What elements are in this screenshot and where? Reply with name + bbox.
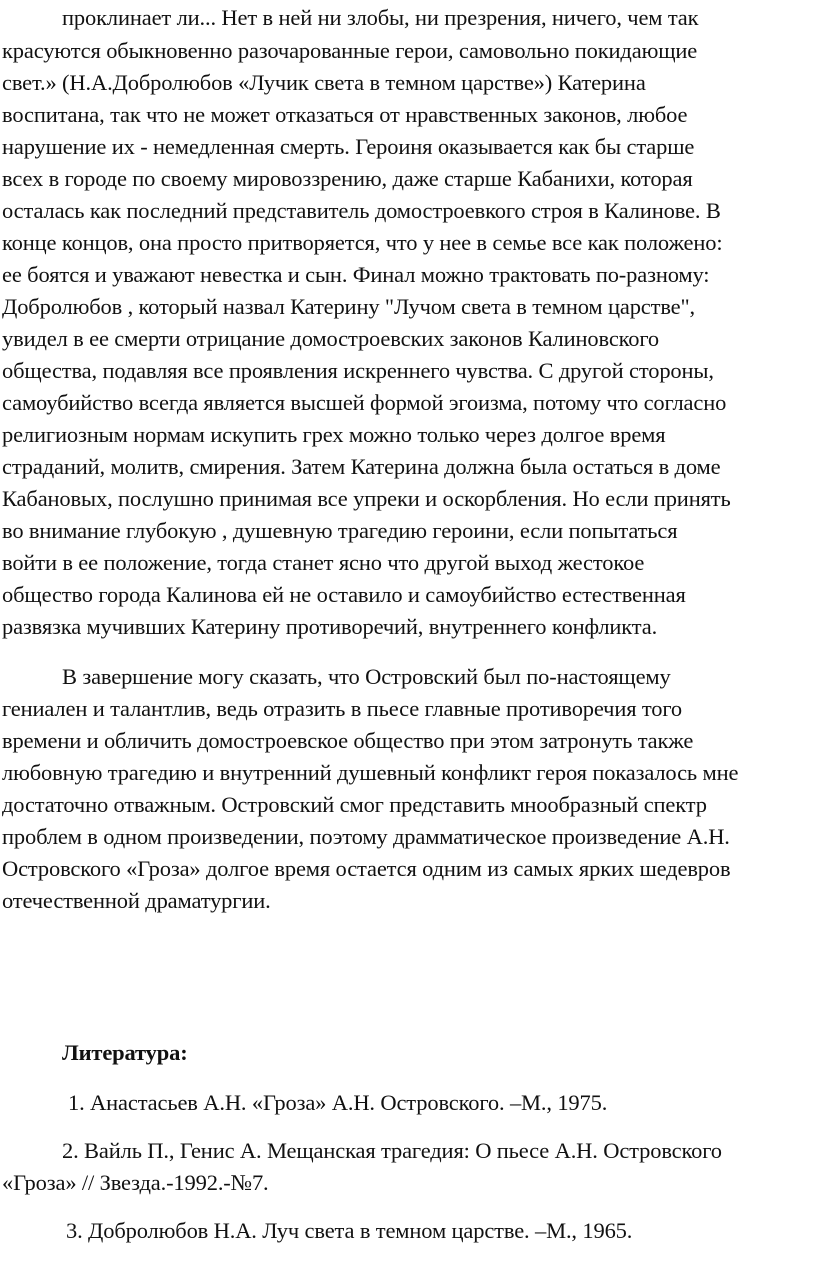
paragraph-line: Островского «Гроза» долгое время остается одним из самых ярких шедевров: [2, 856, 731, 881]
paragraph-line: религиозным нормам искупить грех можно только через долгое время: [2, 422, 666, 447]
paragraph-line: самоубийство всегда является высшей формой эгоизма, потому что согласно: [2, 390, 727, 415]
paragraph-line: гениален и талантлив, ведь отразить в пьесе главные противоречия того: [2, 696, 683, 721]
paragraph-line: войти в ее положение, тогда станет ясно что другой выход жестокое: [2, 550, 645, 575]
paragraph-line: Кабановых, послушно принимая все упреки и оскорбления. Но если принять: [2, 486, 731, 511]
reference-item: 1. Анастасьев А.Н. «Гроза» А.Н. Островского. –М., 1975.: [68, 1090, 608, 1115]
paragraph-line: общество города Калинова ей не оставило и самоубийство естественная: [2, 582, 686, 607]
paragraph-line: развязка мучивших Катерину противоречий, внутреннего конфликта.: [2, 614, 658, 639]
paragraph-line: во внимание глубокую , душевную трагедию героини, если попытаться: [2, 518, 678, 543]
paragraph-line: ее боятся и уважают невестка и сын. Финал можно трактовать по-разному:: [2, 262, 710, 287]
paragraph-line: времени и обличить домостроевское общество при этом затронуть также: [2, 728, 694, 753]
paragraph-line: воспитана, так что не может отказаться от нравственных законов, любое: [2, 102, 688, 127]
paragraph-line: отечественной драматургии.: [2, 888, 271, 913]
reference-item: 3. Добролюбов Н.А. Луч света в темном царстве. –М., 1965.: [66, 1218, 633, 1243]
paragraph-line: В завершение могу сказать, что Островский был по-настоящему: [62, 664, 671, 689]
paragraph-line: страданий, молитв, смирения. Затем Катерина должна была остаться в доме: [2, 454, 721, 479]
paragraph-line: любовную трагедию и внутренний душевный конфликт героя показалось мне: [2, 760, 739, 785]
reference-item-continuation: «Гроза» // Звезда.-1992.-№7.: [2, 1170, 269, 1195]
paragraph-line: красуются обыкновенно разочарованные герои, самовольно покидающие: [2, 38, 698, 63]
references-heading: Литература:: [62, 1040, 188, 1065]
paragraph-line: Добролюбов , который назвал Катерину "Лучом света в темном царстве",: [2, 294, 696, 319]
paragraph-line: осталась как последний представитель домостроевкого строя в Калинове. В: [2, 198, 721, 223]
paragraph-line: свет.» (Н.А.Добролюбов «Лучик света в темном царстве») Катерина: [2, 70, 646, 95]
reference-item: 2. Вайль П., Генис А. Мещанская трагедия: О пьесе А.Н. Островского: [62, 1138, 722, 1163]
paragraph-line: проклинает ли... Нет в ней ни злобы, ни презрения, ничего, чем так: [62, 5, 699, 30]
paragraph-line: всех в городе по своему мировоззрению, даже старше Кабанихи, которая: [2, 166, 693, 191]
paragraph-line: конце концов, она просто притворяется, что у нее в семье все как положено:: [2, 230, 723, 255]
paragraph-line: нарушение их - немедленная смерть. Героиня оказывается как бы старше: [2, 134, 695, 159]
paragraph-line: общества, подавляя все проявления искреннего чувства. С другой стороны,: [2, 358, 714, 383]
paragraph-line: увидел в ее смерти отрицание домостроевских законов Калиновского: [2, 326, 660, 351]
paragraph-line: проблем в одном произведении, поэтому драмматическое произведение А.Н.: [2, 824, 730, 849]
paragraph-line: достаточно отважным. Островский смог представить мнообразный спектр: [2, 792, 707, 817]
